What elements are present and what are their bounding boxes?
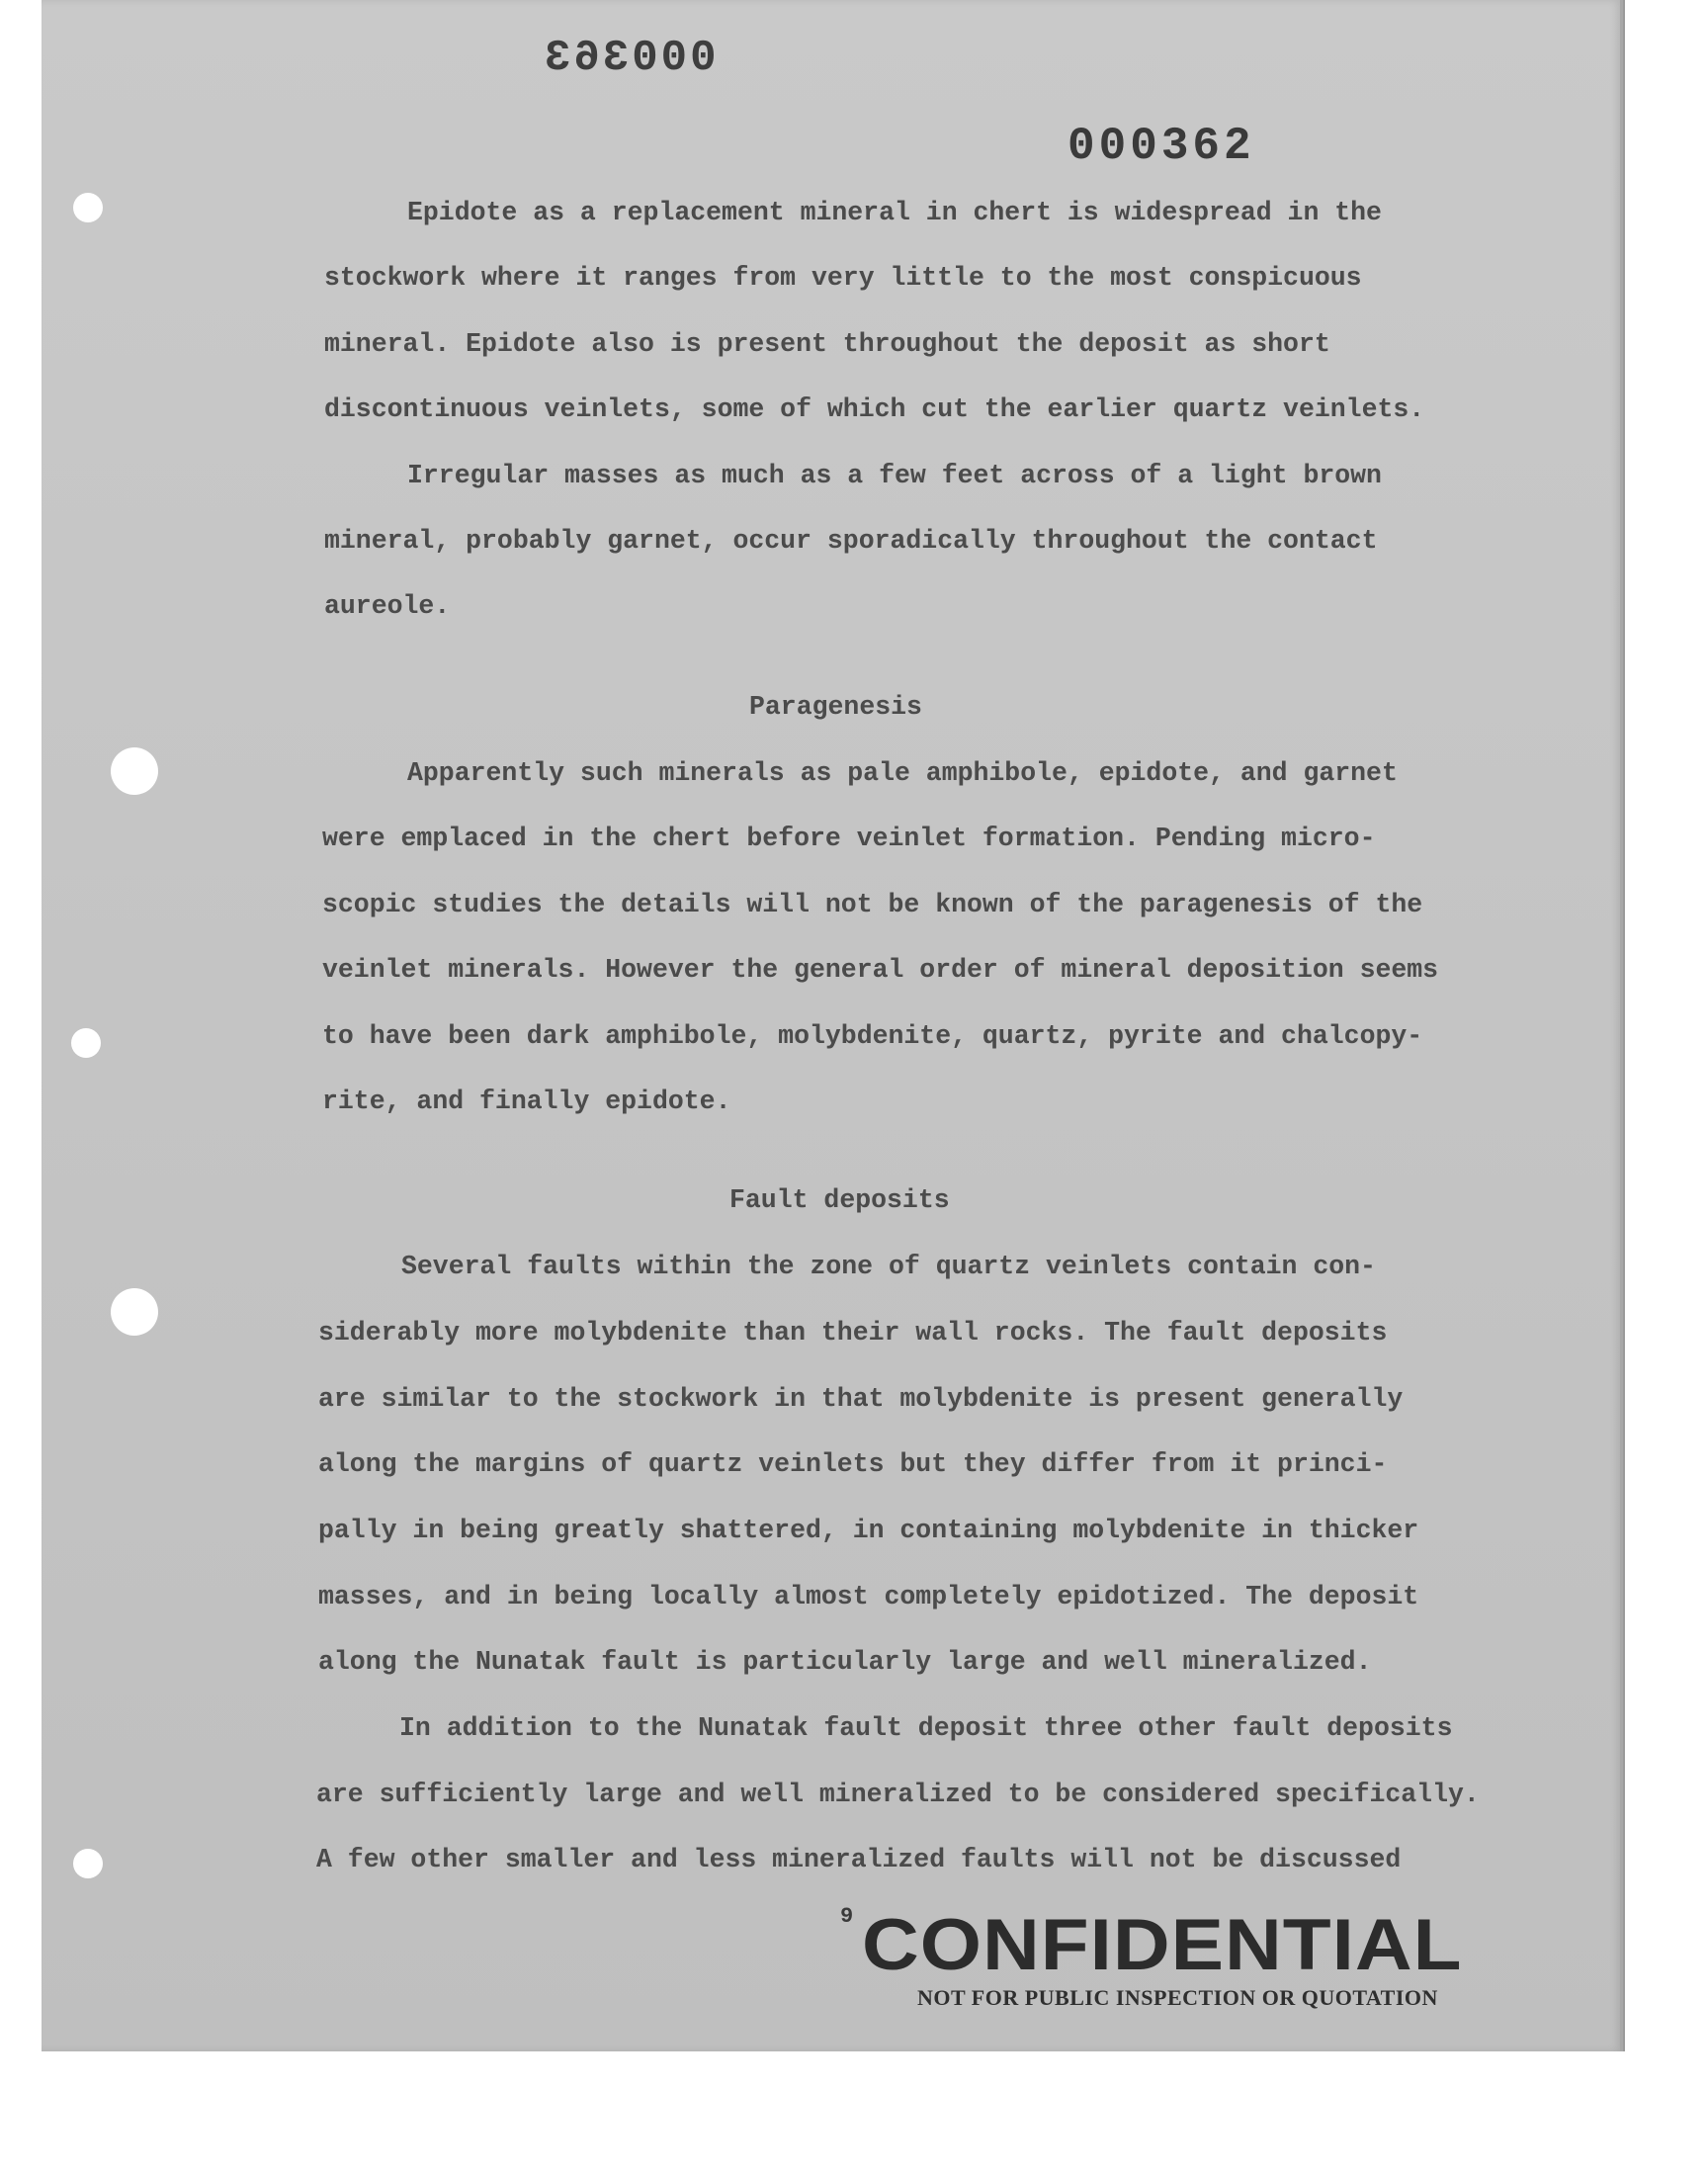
text-line: along the Nunatak fault is particularly large and well mineralized.	[318, 1647, 1372, 1677]
confidential-subtext: NOT FOR PUBLIC INSPECTION OR QUOTATION	[917, 1985, 1438, 2010]
text-line: A few other smaller and less mineralized faults will not be discussed	[316, 1845, 1402, 1874]
confidential-stamp: CONFIDENTIAL	[862, 1903, 1463, 1985]
text-line: discontinuous veinlets, some of which cut the earlier quartz veinlets.	[324, 394, 1425, 424]
text-line: rite, and finally epidote.	[322, 1087, 731, 1116]
punch-hole	[111, 747, 158, 795]
text-line: are sufficiently large and well mineralized to be considered specifically.	[316, 1780, 1480, 1809]
text-line: pally in being greatly shattered, in containing molybdenite in thicker	[318, 1516, 1419, 1545]
mirrored-stamp-number: 000363	[542, 34, 717, 83]
text-line: stockwork where it ranges from very little to the most conspicuous	[324, 263, 1362, 293]
text-line: were emplaced in the chert before veinlet formation. Pending micro-	[322, 824, 1376, 853]
text-line: siderably more molybdenite than their wall rocks. The fault deposits	[318, 1318, 1388, 1348]
text-line: Irregular masses as much as a few feet across of a light brown	[407, 461, 1382, 490]
text-line: masses, and in being locally almost completely epidotized. The deposit	[318, 1582, 1419, 1611]
punch-hole	[71, 1028, 101, 1058]
text-line: In addition to the Nunatak fault deposit three other fault deposits	[399, 1713, 1453, 1743]
section-heading-paragenesis: Paragenesis	[749, 692, 922, 722]
punch-hole	[111, 1288, 158, 1336]
text-line: veinlet minerals. However the general order of mineral deposition seems	[322, 955, 1439, 985]
text-line: scopic studies the details will not be known of the paragenesis of the	[322, 890, 1423, 919]
footnote-mark: 9	[840, 1904, 854, 1929]
page-number: 000362	[1068, 121, 1255, 172]
section-heading-fault-deposits: Fault deposits	[729, 1185, 950, 1215]
punch-hole	[73, 1849, 103, 1878]
page-edge-shadow	[1620, 0, 1623, 2051]
text-line: are similar to the stockwork in that molybdenite is present generally	[318, 1384, 1404, 1414]
punch-hole	[73, 193, 103, 222]
text-line: Epidote as a replacement mineral in chert is widespread in the	[407, 198, 1382, 227]
text-line: Several faults within the zone of quartz veinlets contain con-	[401, 1252, 1376, 1281]
text-line: to have been dark amphibole, molybdenite, quartz, pyrite and chalcopy-	[322, 1021, 1423, 1051]
text-line: mineral. Epidote also is present throughout the deposit as short	[324, 329, 1330, 359]
text-line: along the margins of quartz veinlets but they differ from it princi-	[318, 1449, 1388, 1479]
text-line: Apparently such minerals as pale amphibole, epidote, and garnet	[407, 758, 1398, 788]
text-line: aureole.	[324, 591, 451, 621]
text-line: mineral, probably garnet, occur sporadically throughout the contact	[324, 526, 1378, 556]
